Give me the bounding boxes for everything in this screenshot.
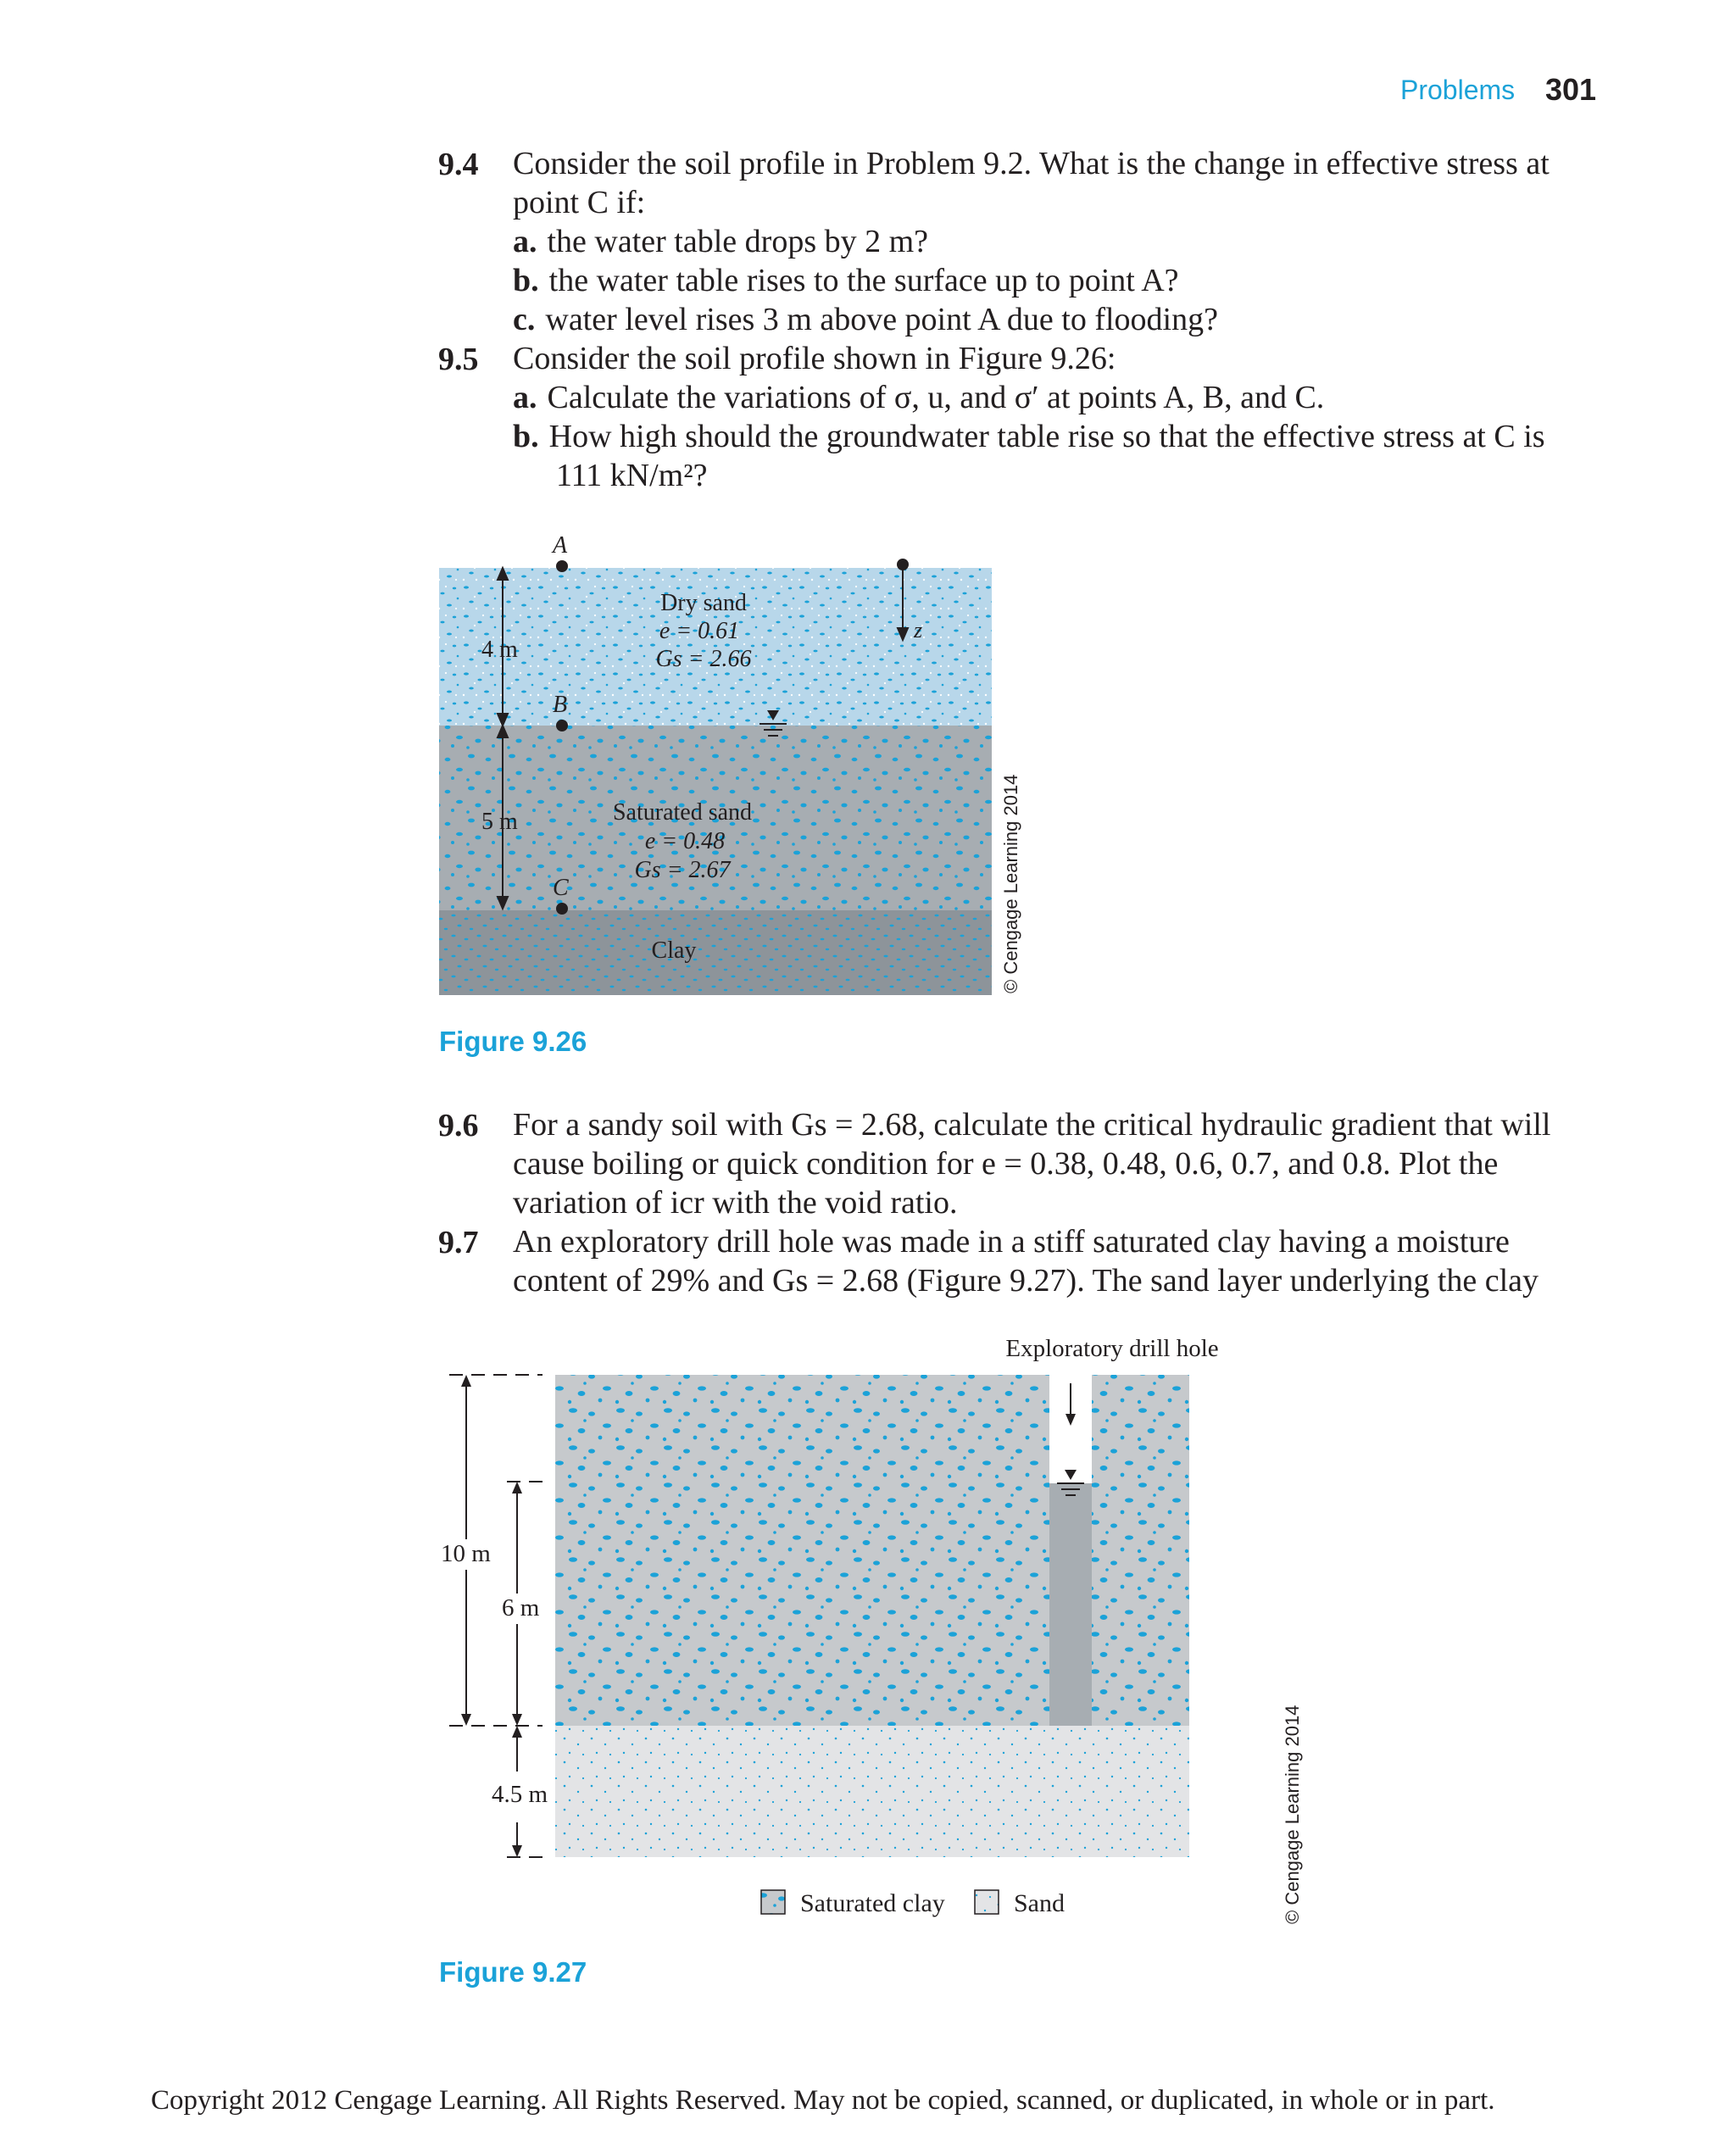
figure-9-26	[424, 526, 1034, 1000]
point-b-label: B	[553, 692, 568, 718]
problem-line: An exploratory drill hole was made in a stiff saturated clay having a moisture	[513, 1224, 1510, 1260]
drill-hole-water	[1049, 1483, 1092, 1726]
problem-number: 9.6	[438, 1108, 479, 1143]
figure-credit: © Cengage Learning 2014	[1282, 1705, 1303, 1924]
clay-layer	[439, 910, 992, 995]
point-c-marker	[556, 903, 568, 915]
item-text: Calculate the variations of σ, u, and σ′ at points A, B, and C.	[547, 380, 1325, 415]
legend-swatch-sand	[975, 1890, 999, 1914]
dry-sand-gs: Gs = 2.66	[655, 646, 752, 672]
problem-line: variation of icr with the void ratio.	[513, 1185, 958, 1221]
problem-number: 9.5	[438, 342, 479, 377]
item-label: c.	[513, 302, 536, 337]
depth-label-5m: 5 m	[481, 809, 518, 835]
problem-text	[513, 1105, 1683, 1222]
copyright-notice: Copyright 2012 Cengage Learning. All Rights Reserved. May not be copied, scanned, or duplicated, in whole or in part.	[151, 2085, 1495, 2116]
problem-item	[513, 222, 928, 261]
point-a-marker	[556, 560, 568, 572]
dry-sand-e: e = 0.61	[659, 618, 740, 644]
depth-label-4m: 4 m	[481, 637, 518, 663]
item-text: water level rises 3 m above point A due to flooding?	[545, 302, 1218, 337]
legend-label-clay: Saturated clay	[800, 1889, 945, 1917]
dim-label-6m: 6 m	[502, 1594, 540, 1621]
figure-caption: Figure 9.26	[439, 1026, 587, 1057]
drill-hole-label: Exploratory drill hole	[1005, 1335, 1219, 1362]
saturated-clay-layer	[555, 1375, 1189, 1726]
point-b-marker	[556, 720, 568, 731]
problem-line: point C if:	[513, 185, 646, 220]
item-label: b.	[513, 419, 539, 454]
problem-number: 9.7	[438, 1225, 479, 1260]
problem-text	[513, 144, 1666, 222]
problem-line: For a sandy soil with Gs = 2.68, calculate the critical hydraulic gradient that will	[513, 1107, 1551, 1143]
problem-line: cause boiling or quick condition for e = 0.38, 0.48, 0.6, 0.7, and 0.8. Plot the	[513, 1146, 1499, 1182]
legend-label-sand: Sand	[1014, 1889, 1065, 1917]
problem-line: Consider the soil profile in Problem 9.2. What is the change in effective stress at	[513, 146, 1550, 181]
legend-swatch-clay	[761, 1890, 785, 1914]
page-number: 301	[1545, 72, 1597, 107]
z-axis-label: z	[914, 618, 923, 642]
problem-item	[513, 417, 1545, 456]
point-a-label: A	[553, 532, 568, 559]
figure-9-27	[424, 1331, 1322, 1941]
saturated-sand-e: e = 0.48	[644, 828, 726, 854]
item-text: How high should the groundwater table rise so that the effective stress at C is	[548, 419, 1545, 454]
problem-item	[513, 300, 1218, 339]
figure-credit: © Cengage Learning 2014	[1000, 774, 1021, 993]
problem-line: Consider the soil profile shown in Figure 9.26:	[513, 341, 1116, 376]
sand-layer	[555, 1726, 1189, 1857]
z-origin-marker	[897, 559, 909, 570]
item-label: a.	[513, 224, 537, 259]
dim-label-10m: 10 m	[441, 1540, 491, 1567]
running-header-title: Problems	[1400, 75, 1516, 105]
problem-line: content of 29% and Gs = 2.68 (Figure 9.27). The sand layer underlying the clay	[513, 1263, 1539, 1299]
figure-caption: Figure 9.27	[439, 1956, 587, 1988]
saturated-sand-gs: Gs = 2.67	[634, 857, 731, 883]
dim-label-4-5m: 4.5 m	[492, 1781, 548, 1808]
item-label: a.	[513, 380, 537, 415]
item-text: the water table drops by 2 m?	[547, 224, 929, 259]
item-continuation: 111 kN/m²?	[556, 458, 708, 493]
problem-item	[513, 378, 1324, 417]
item-label: b.	[513, 263, 539, 298]
point-c-label: C	[553, 875, 569, 901]
problem-number: 9.4	[438, 147, 479, 182]
saturated-sand-label: Saturated sand	[612, 799, 753, 826]
dry-sand-label: Dry sand	[660, 590, 747, 616]
item-text: the water table rises to the surface up to point A?	[548, 263, 1179, 298]
clay-label: Clay	[651, 937, 697, 964]
problem-text	[513, 1222, 1683, 1300]
problem-item	[513, 261, 1179, 300]
